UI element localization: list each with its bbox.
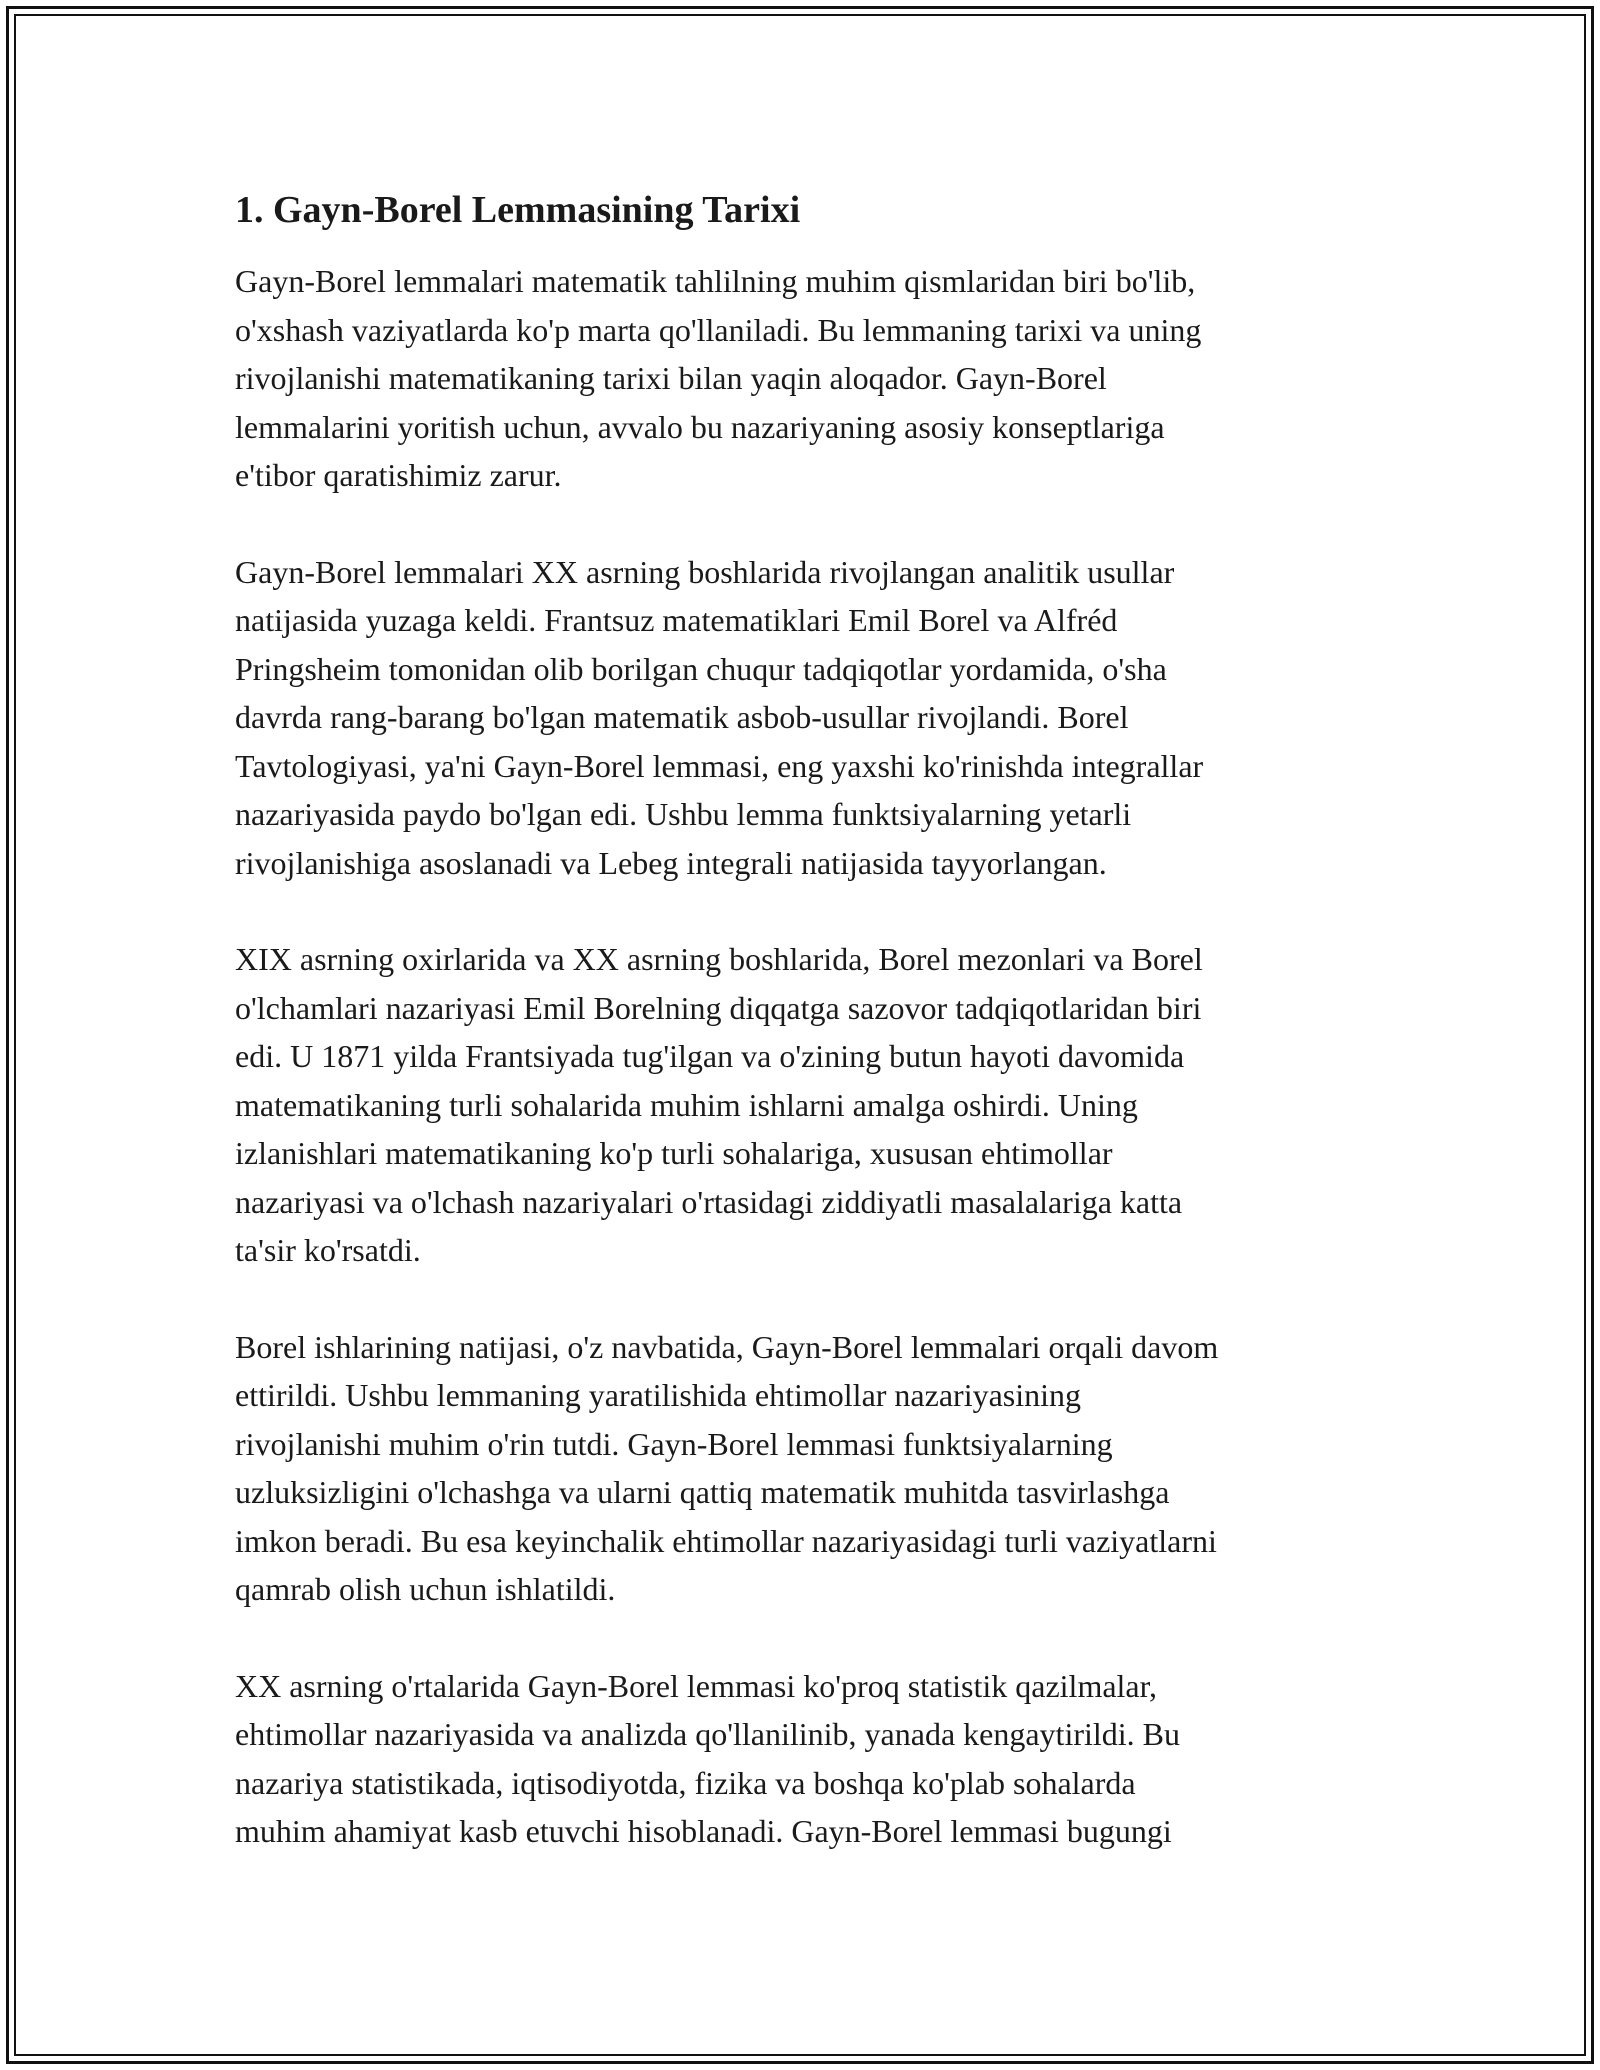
paragraph-line: muhim ahamiyat kasb etuvchi hisoblanadi. Gayn-Borel lemmasi bugungi	[235, 1813, 1172, 1850]
paragraph-line: nazariyasi va o'lchash nazariyalari o'rtasidagi ziddiyatli masalalariga katta	[235, 1183, 1183, 1220]
paragraph-line: Borel ishlarining natijasi, o'z navbatida, Gayn-Borel lemmalari orqali davom	[235, 1328, 1219, 1365]
paragraph-line: rivojlanishiga asoslanadi va Lebeg integrali natijasida tayyorlangan.	[235, 844, 1107, 881]
paragraph-line: e'tibor qaratishimiz zarur.	[235, 457, 562, 494]
document-body	[235, 180, 1385, 1904]
paragraph-4	[235, 1323, 1385, 1614]
paragraph-1	[235, 257, 1385, 500]
section-heading: 1. Gayn-Borel Lemmasining Tarixi	[235, 189, 801, 231]
paragraph-line: imkon beradi. Bu esa keyinchalik ehtimollar nazariyasidagi turli vaziyatlarni	[235, 1522, 1217, 1559]
paragraph-line: rivojlanishi muhim o'rin tutdi. Gayn-Borel lemmasi funktsiyalarning	[235, 1425, 1113, 1462]
paragraph-line: Gayn-Borel lemmalari XX asrning boshlarida rivojlangan analitik usullar	[235, 553, 1175, 590]
paragraph-line: o'xshash vaziyatlarda ko'p marta qo'llaniladi. Bu lemmaning tarixi va uning	[235, 311, 1202, 348]
paragraph-line: lemmalarini yoritish uchun, avvalo bu nazariyaning asosiy konseptlariga	[235, 408, 1165, 445]
paragraph-line: uzluksizligini o'lchashga va ularni qattiq matematik muhitda tasvirlashga	[235, 1474, 1170, 1511]
paragraph-line: o'lchamlari nazariyasi Emil Borelning diqqatga sazovor tadqiqotlaridan biri	[235, 989, 1202, 1026]
paragraph-line: Pringsheim tomonidan olib borilgan chuqur tadqiqotlar yordamida, o'sha	[235, 650, 1167, 687]
paragraph-line: nazariya statistikada, iqtisodiyotda, fizika va boshqa ko'plab sohalarda	[235, 1764, 1136, 1801]
paragraph-line: ta'sir ko'rsatdi.	[235, 1232, 421, 1269]
paragraph-line: matematikaning turli sohalarida muhim ishlarni amalga oshirdi. Uning	[235, 1086, 1138, 1123]
paragraph-line: edi. U 1871 yilda Frantsiyada tug'ilgan va o'zining butun hayoti davomida	[235, 1038, 1185, 1075]
paragraph-line: XIX asrning oxirlarida va XX asrning boshlarida, Borel mezonlari va Borel	[235, 941, 1203, 978]
paragraph-line: davrda rang-barang bo'lgan matematik asbob-usullar rivojlandi. Borel	[235, 699, 1129, 736]
paragraph-5	[235, 1662, 1385, 1856]
paragraph-line: qamrab olish uchun ishlatildi.	[235, 1571, 616, 1608]
paragraph-line: rivojlanishi matematikaning tarixi bilan yaqin aloqador. Gayn-Borel	[235, 360, 1107, 397]
paragraph-line: Gayn-Borel lemmalari matematik tahlilning muhim qismlaridan biri bo'lib,	[235, 263, 1196, 300]
paragraph-3	[235, 935, 1385, 1275]
paragraph-line: nazariyasida paydo bo'lgan edi. Ushbu lemma funktsiyalarning yetarli	[235, 796, 1132, 833]
paragraph-line: XX asrning o'rtalarida Gayn-Borel lemmasi ko'proq statistik qazilmalar,	[235, 1667, 1157, 1704]
paragraph-line: ehtimollar nazariyasida va analizda qo'llanilinib, yanada kengaytirildi. Bu	[235, 1716, 1180, 1753]
paragraph-line: Tavtologiyasi, ya'ni Gayn-Borel lemmasi, eng yaxshi ko'rinishda integrallar	[235, 747, 1204, 784]
paragraph-line: natijasida yuzaga keldi. Frantsuz matematiklari Emil Borel va Alfréd	[235, 602, 1118, 639]
paragraph-line: izlanishlari matematikaning ko'p turli sohalariga, xususan ehtimollar	[235, 1135, 1113, 1172]
paragraph-2	[235, 548, 1385, 888]
paragraph-line: ettirildi. Ushbu lemmaning yaratilishida ehtimollar nazariyasining	[235, 1377, 1082, 1414]
